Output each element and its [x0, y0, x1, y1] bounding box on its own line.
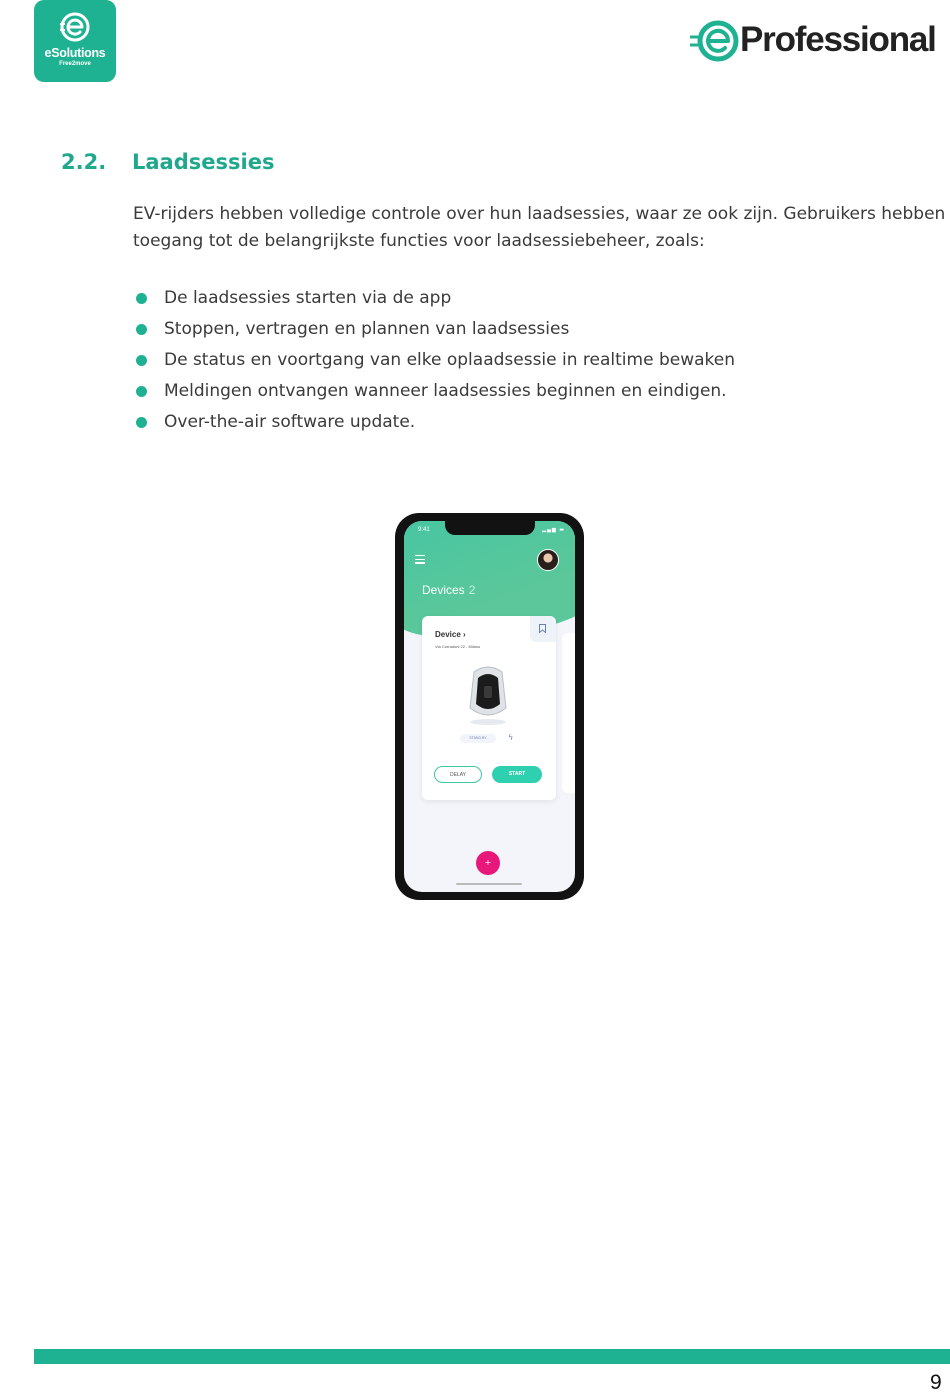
- devices-label: Devices: [422, 583, 465, 597]
- device-address: Via Corradoni 22 - Milano: [435, 644, 481, 649]
- bookmark-button[interactable]: [530, 616, 556, 642]
- bullet-icon: [136, 417, 147, 428]
- status-badge: STAND BY: [460, 734, 496, 743]
- device-name: Device ›: [435, 630, 466, 639]
- list-item-text: Meldingen ontvangen wanneer laadsessies beginnen en eindigen.: [164, 381, 727, 401]
- logo-wordmark: Professional: [740, 20, 936, 59]
- list-item: [133, 286, 735, 317]
- page-number: 9: [930, 1371, 942, 1394]
- plug-e-icon: [58, 10, 92, 44]
- esolutions-logo: [34, 0, 116, 82]
- list-item: [133, 379, 735, 410]
- eprofessional-logo: [688, 18, 950, 64]
- phone-mockup: [395, 513, 584, 900]
- add-device-button[interactable]: +: [476, 851, 500, 875]
- list-item-text: Stoppen, vertragen en plannen van laadsessies: [164, 319, 570, 339]
- avatar[interactable]: [537, 549, 559, 571]
- next-device-card[interactable]: [562, 633, 575, 793]
- start-button[interactable]: START: [492, 766, 542, 783]
- feature-list: [133, 286, 735, 441]
- bullet-icon: [136, 386, 147, 397]
- bullet-icon: [136, 293, 147, 304]
- wallbox-charger-icon: [460, 664, 516, 726]
- plug-e-icon: [688, 18, 740, 64]
- list-item-text: De laadsessies starten via de app: [164, 288, 452, 308]
- bullet-icon: [136, 355, 147, 366]
- phone-notch: [445, 521, 535, 535]
- status-time: 9:41: [418, 527, 430, 533]
- bullet-icon: [136, 324, 147, 335]
- delay-button[interactable]: DELAY: [434, 766, 482, 783]
- logo-sub-text: Free2move: [59, 61, 91, 67]
- section-title: Laadsessies: [132, 150, 275, 174]
- list-item: [133, 317, 735, 348]
- phone-screen: [404, 521, 575, 892]
- bookmark-icon: [539, 624, 546, 633]
- footer-bar: [34, 1349, 950, 1364]
- device-card[interactable]: [422, 616, 556, 800]
- logo-brand-text: eSolutions: [44, 46, 106, 60]
- devices-count: 2: [468, 583, 476, 597]
- home-indicator: [456, 883, 522, 885]
- bolt-icon: ϟ: [508, 733, 514, 742]
- list-item-text: Over-the-air software update.: [164, 412, 416, 432]
- signal-battery-icon: ▂▄▆ ▬: [542, 527, 565, 533]
- devices-title: [422, 583, 475, 597]
- list-item-text: De status en voortgang van elke oplaadsessie in realtime bewaken: [164, 350, 735, 370]
- menu-icon[interactable]: [415, 555, 425, 564]
- intro-paragraph: EV-rijders hebben volledige controle over hun laadsessies, waar ze ook zijn. Gebruikers hebben toegang tot de belangrijkste functies voor laadsessiebeheer, zoals:: [133, 204, 946, 251]
- list-item: [133, 348, 735, 379]
- list-item: [133, 410, 735, 441]
- section-number: 2.2.: [61, 150, 107, 174]
